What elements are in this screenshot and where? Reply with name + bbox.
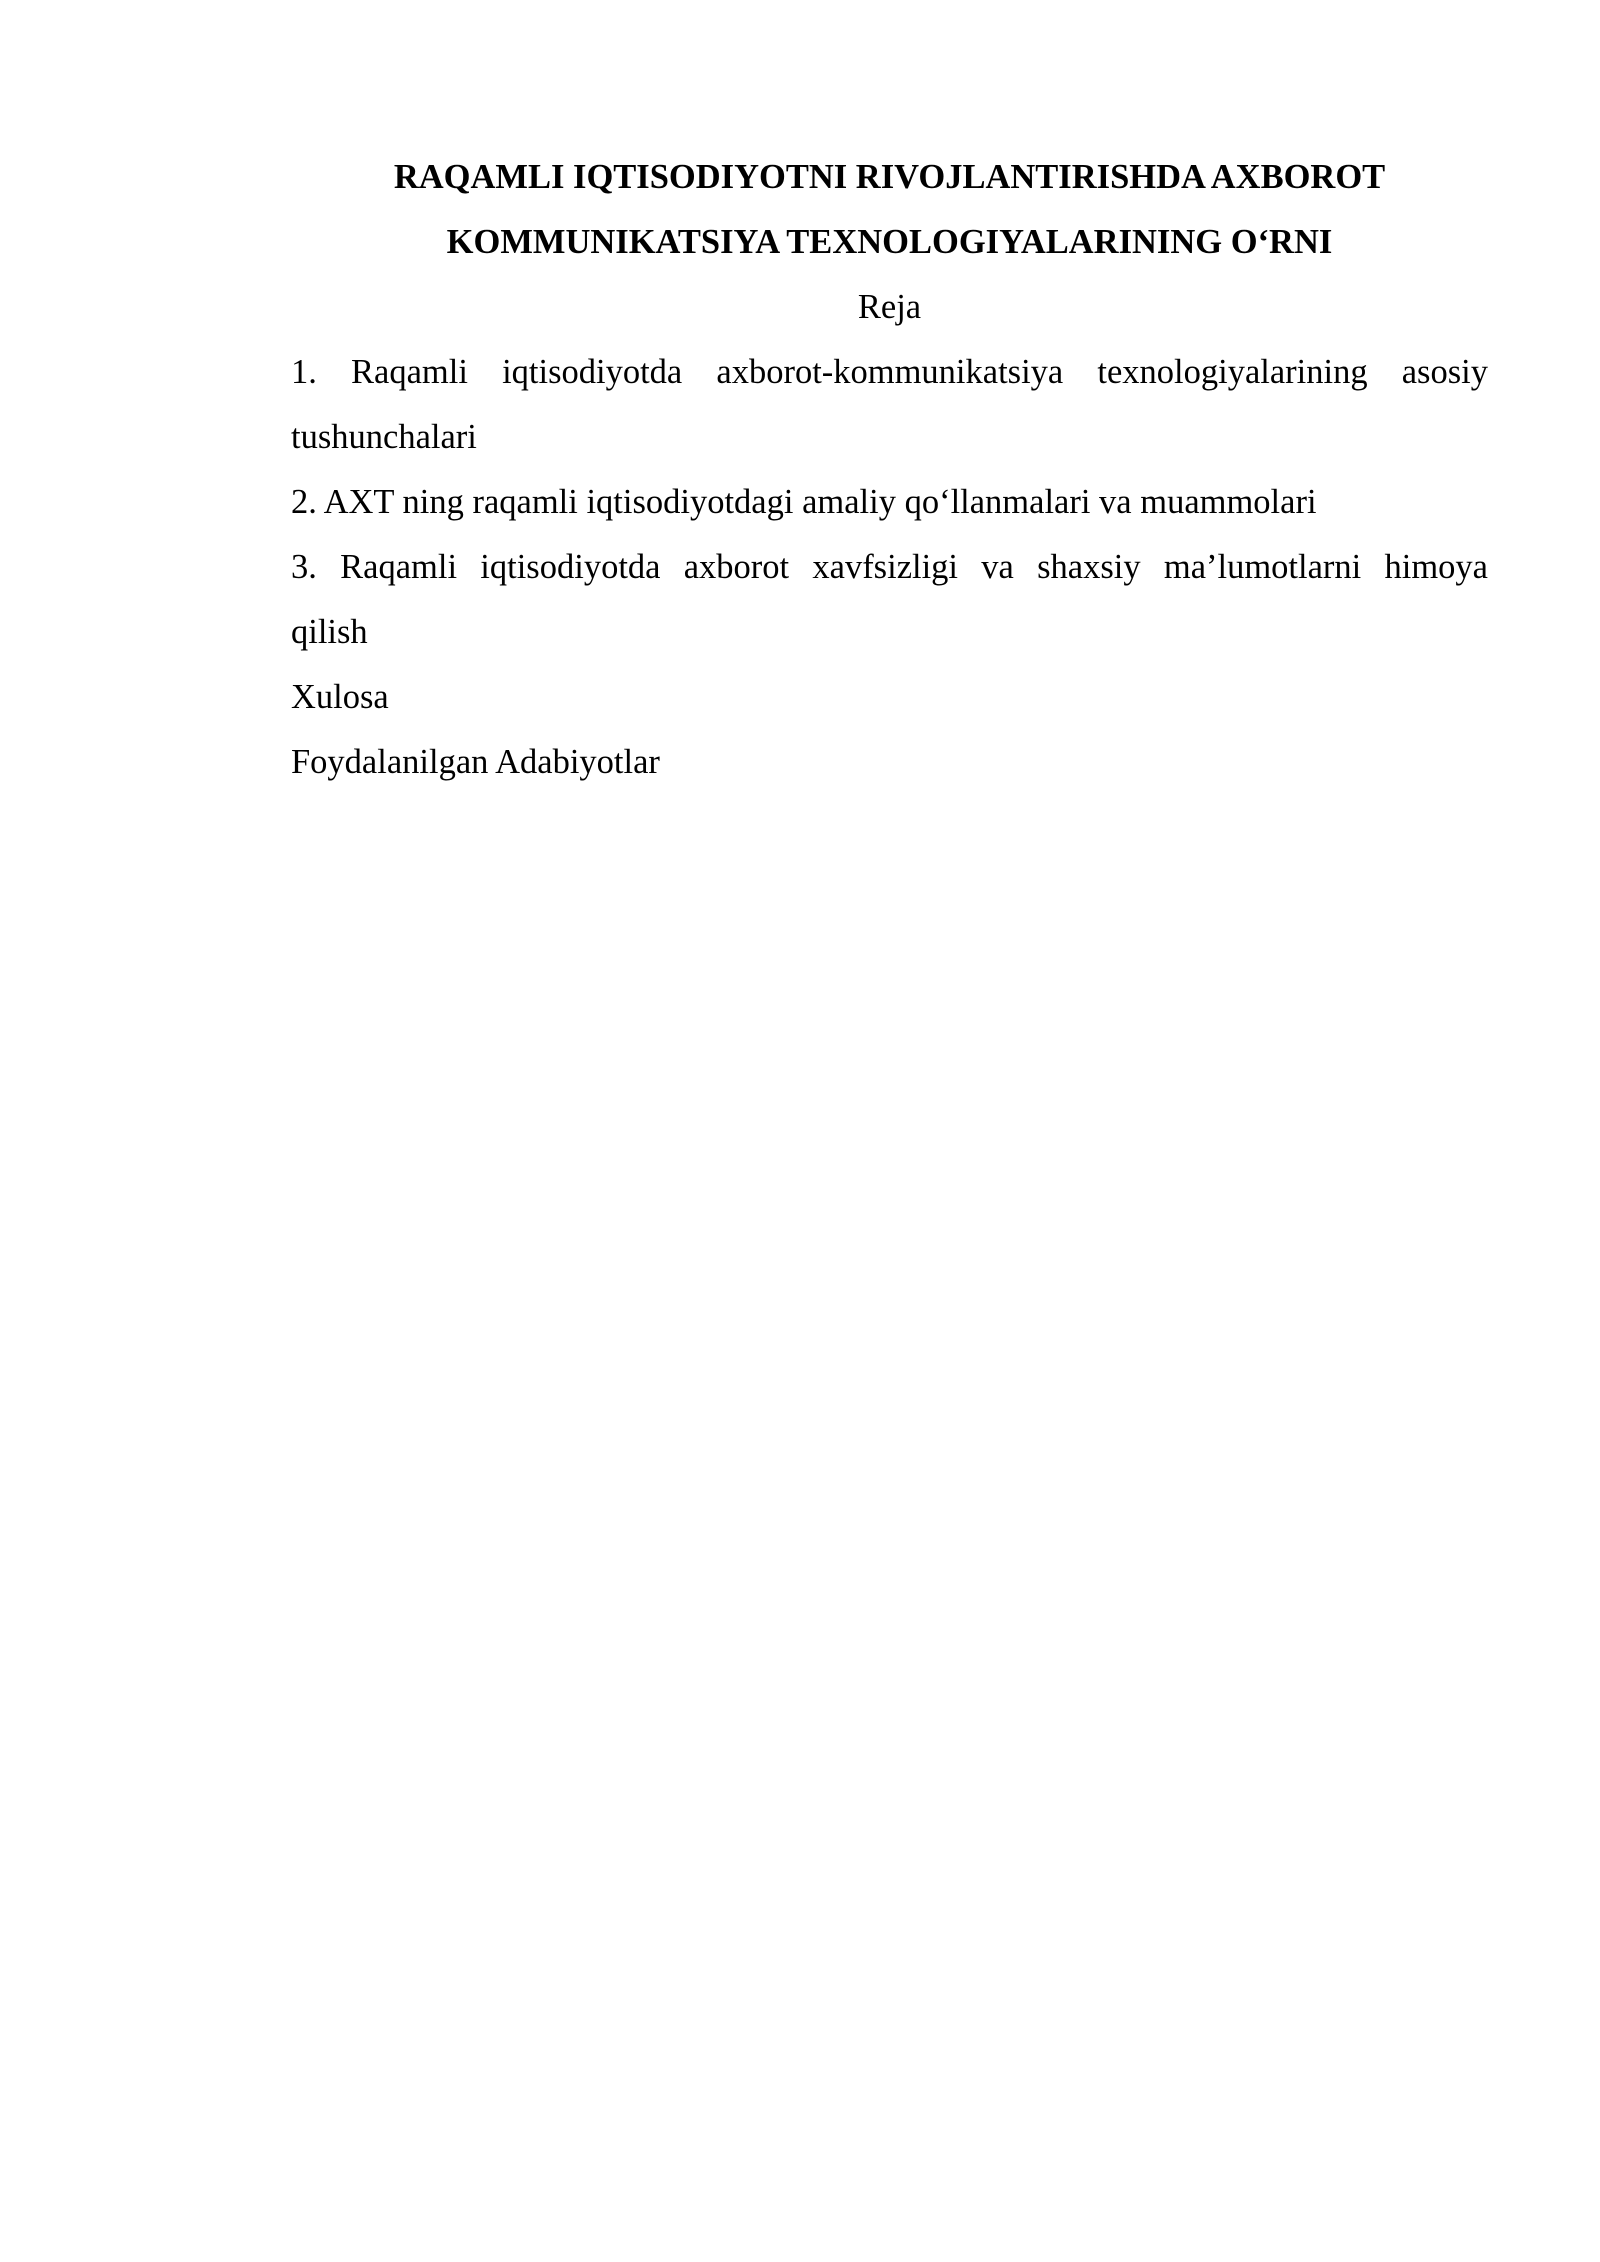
plan-item-conclusion-label: Xulosa: [291, 678, 389, 716]
plan-item-1-line-2: tushunchalari: [291, 418, 477, 456]
plan-item-1-line-1: 1. Raqamli iqtisodiyotda axborot-kommunikatsiya texnologiyalarining asosiy: [291, 353, 1488, 391]
plan-item-1: [291, 340, 1488, 470]
title-line-2: KOMMUNIKATSIYA TEXNOLOGIYALARINING O‘RNI: [446, 223, 1333, 261]
document-content: [291, 145, 1488, 795]
plan-item-3: [291, 535, 1488, 665]
plan-item-3-line-2: qilish: [291, 613, 368, 651]
document-title: [291, 145, 1488, 275]
plan-item-3-line-1: 3. Raqamli iqtisodiyotda axborot xavfsizligi va shaxsiy ma’lumotlarni himoya: [291, 548, 1488, 586]
plan-item-references-label: Foydalanilgan Adabiyotlar: [291, 743, 660, 781]
title-line-1: RAQAMLI IQTISODIYOTNI RIVOJLANTIRISHDA AXBOROT: [393, 158, 1386, 196]
plan-item-2-line-1: 2. AXT ning raqamli iqtisodiyotdagi amaliy qo‘llanmalari va muammolari: [291, 483, 1317, 521]
plan-heading: Reja: [857, 288, 922, 326]
plan-list: [291, 340, 1488, 795]
plan-item-references: [291, 730, 1488, 795]
plan-item-2: [291, 470, 1488, 535]
plan-item-conclusion: [291, 665, 1488, 730]
